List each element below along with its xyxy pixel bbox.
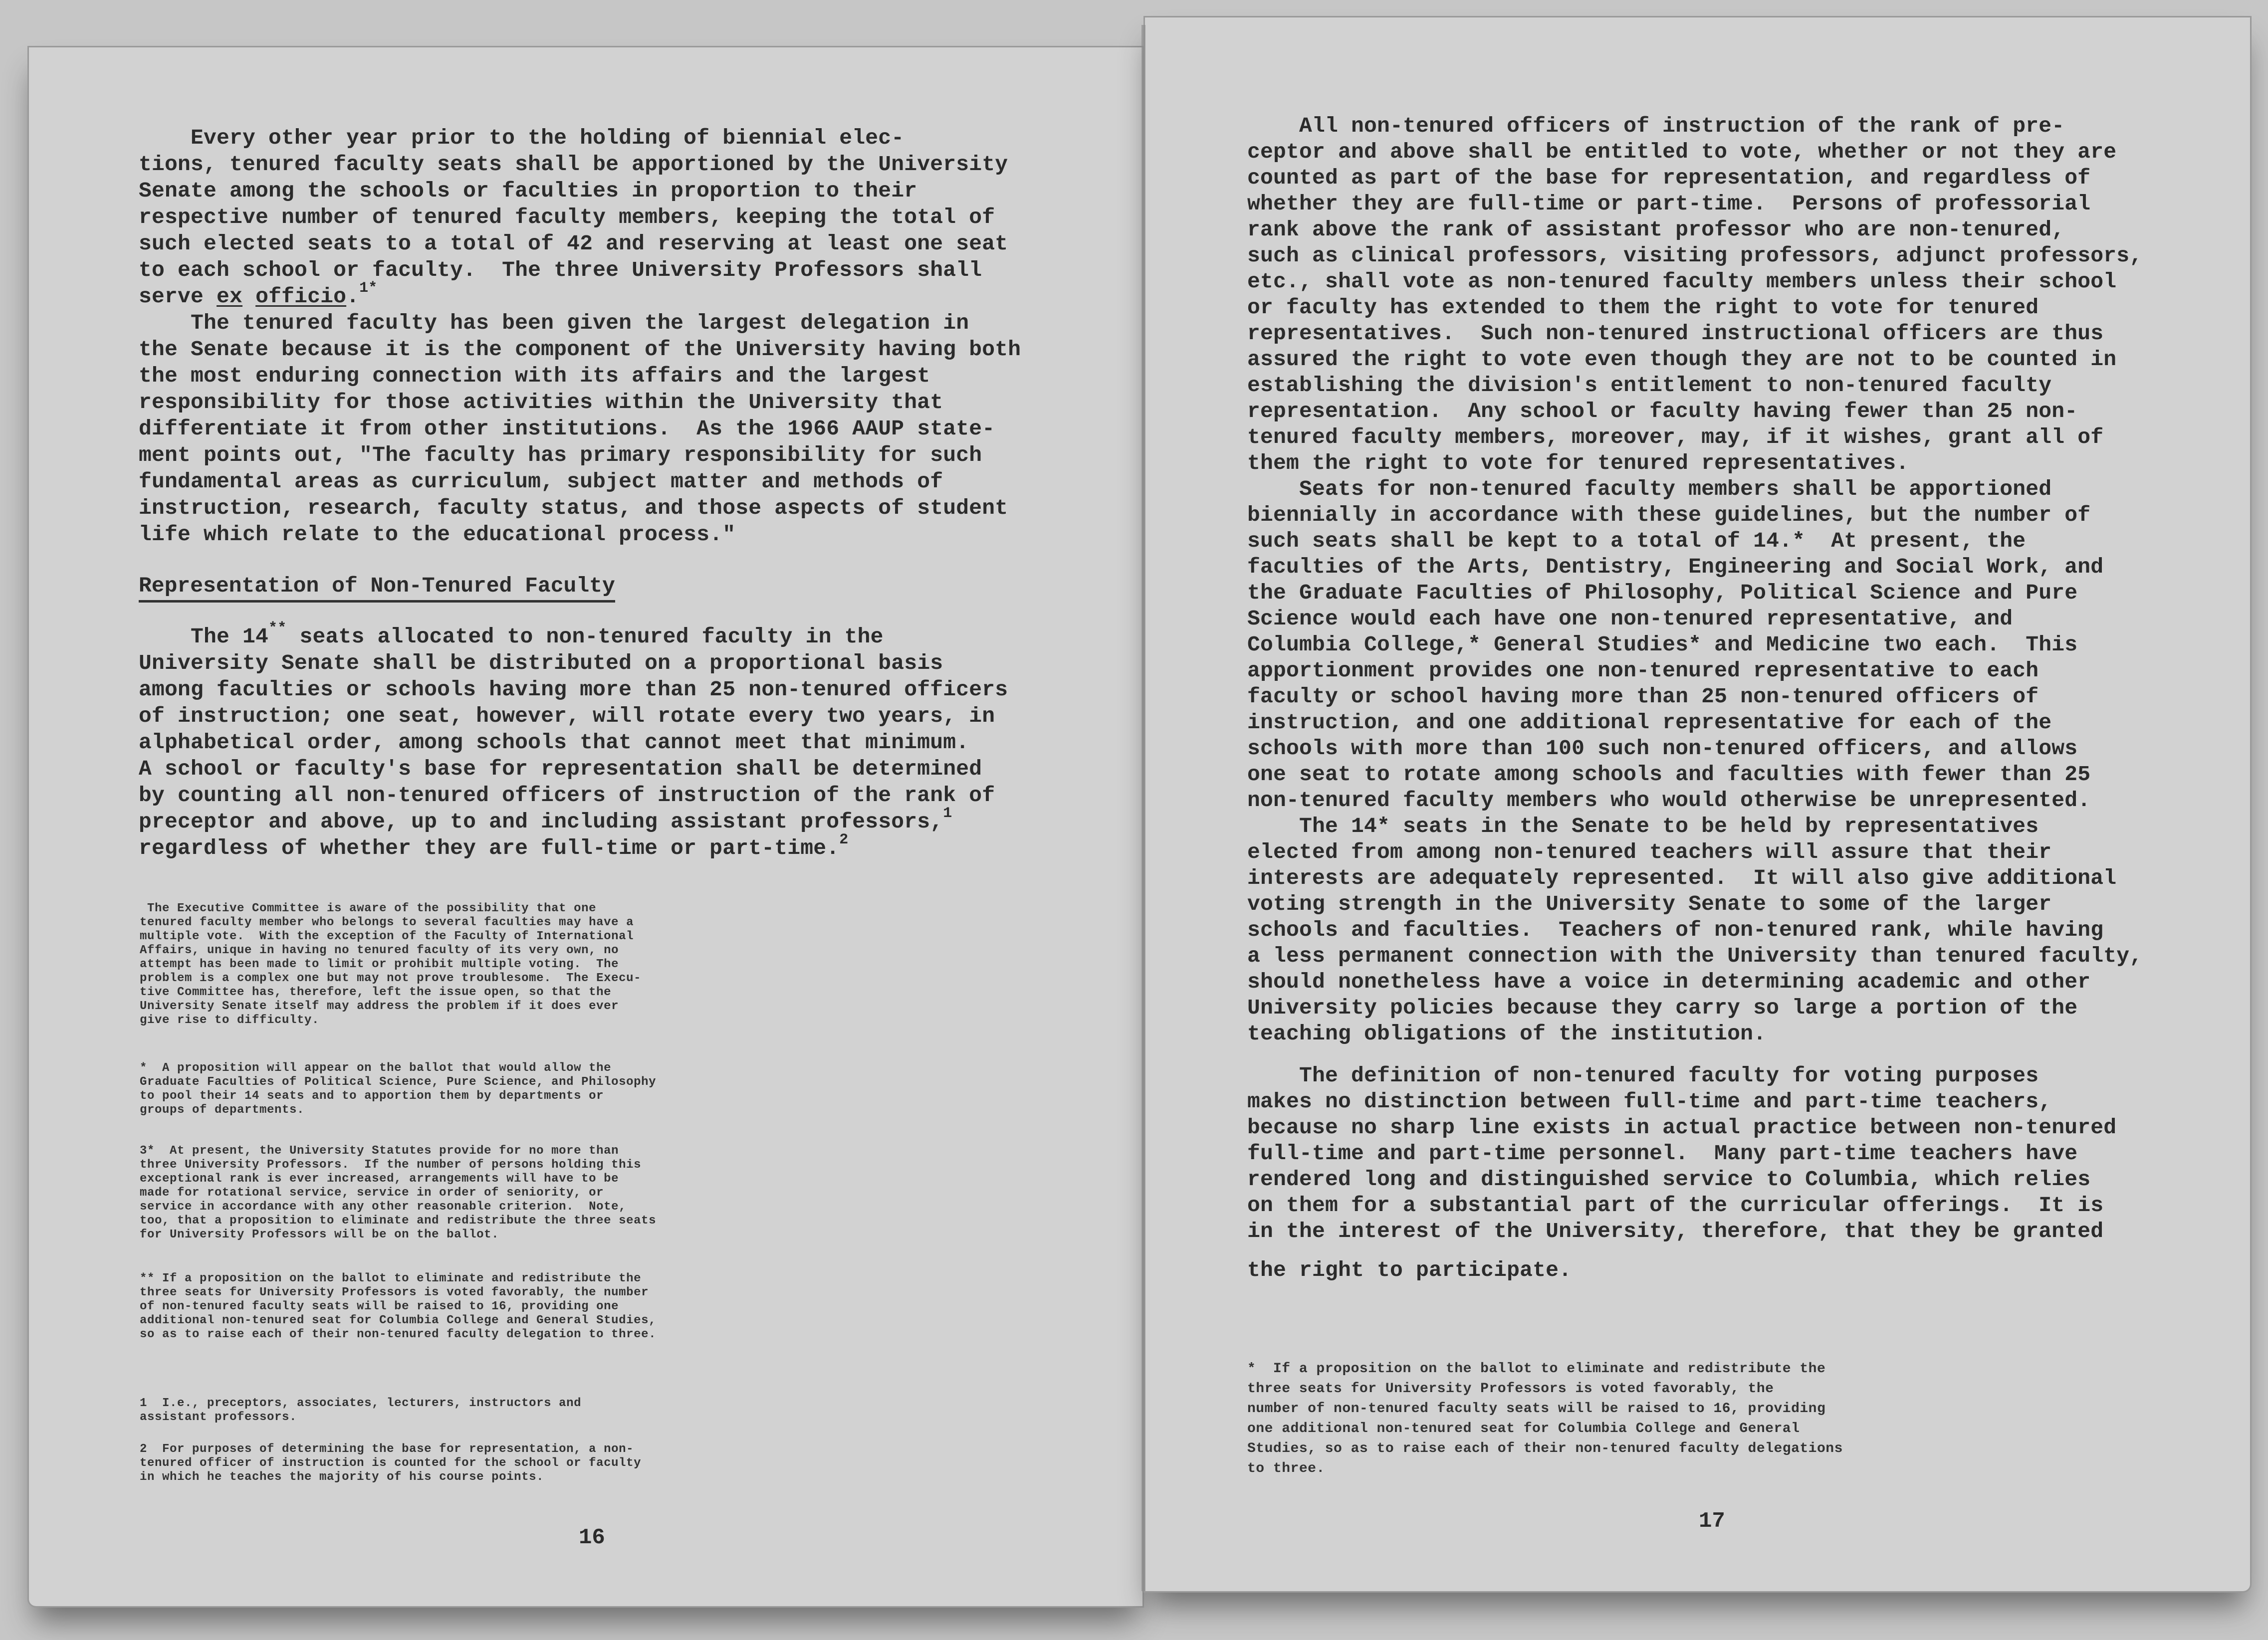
text-line: The definition of non-tenured faculty for voting purposes (1247, 1063, 2039, 1088)
text-line: the Senate because it is the component of the University having both (139, 337, 1021, 362)
text-line: University policies because they carry so large a portion of the (1247, 996, 2078, 1020)
text-line: makes no distinction between full-time and part-time teachers, (1247, 1089, 2052, 1114)
text-line: the Graduate Faculties of Philosophy, Political Science and Pure (1247, 581, 2078, 605)
text-line: Every other year prior to the holding of biennial elec- (139, 126, 905, 150)
footnote-line: multiple vote. With the exception of the Faculty of International (140, 930, 634, 943)
footnote-line: service in accordance with any other reasonable criterion. Note, (140, 1200, 627, 1214)
book-gutter (1141, 25, 1145, 1591)
text-line: elected from among non-tenured teachers will assure that their (1247, 840, 2052, 864)
text-line: them the right to vote for tenured representatives. (1247, 451, 1909, 475)
footnote-line: Studies, so as to raise each of their non-tenured faculty delegations (1247, 1441, 1843, 1456)
footnote-line: problem is a complex one but may not prove troublesome. The Execu- (140, 972, 642, 985)
footnote-line: Affairs, unique in having no tenured faculty of its very own, no (140, 944, 619, 957)
text-line (139, 831, 849, 861)
text-line: respective number of tenured faculty members, keeping the total of (139, 205, 995, 229)
text-line: counted as part of the base for representation, and regardless of (1247, 166, 2091, 190)
text-line: a less permanent connection with the University than tenured faculty, (1247, 944, 2143, 968)
page-number: 16 (579, 1525, 605, 1550)
text-line: rank above the rank of assistant professor who are non-tenured, (1247, 217, 2065, 242)
text-line: one seat to rotate among schools and faculties with fewer than 25 (1247, 762, 2091, 787)
text-line: non-tenured faculty members who would otherwise be unrepresented. (1247, 788, 2091, 813)
footnote-ref: 1* (359, 279, 378, 297)
footnote-line: * A proposition will appear on the ballot that would allow the (140, 1061, 612, 1075)
footnote-line: tenured officer of instruction is counted for the school or faculty (140, 1456, 642, 1470)
footnote-line: * If a proposition on the ballot to eliminate and redistribute the (1247, 1361, 1826, 1377)
footnote-line: three University Professors. If the number of persons holding this (140, 1158, 642, 1172)
text-fragment: serve (139, 284, 217, 309)
footnote-line: 1 I.e., preceptors, associates, lecturers, instructors and (140, 1397, 582, 1410)
text-line: etc., shall vote as non-tenured faculty members unless their school (1247, 269, 2117, 294)
text-line: University Senate shall be distributed on a proportional basis (139, 651, 943, 675)
text-line: ceptor and above shall be entitled to vote, whether or not they are (1247, 140, 2117, 164)
footnote-ref: 1 (943, 805, 952, 822)
text-fragment: seats allocated to non-tenured faculty in the (286, 624, 884, 649)
text-line: the right to participate. (1247, 1258, 1572, 1282)
footnote-line: three seats for University Professors is voted favorably, the number (140, 1286, 649, 1299)
text-line: biennially in accordance with these guidelines, but the number of (1247, 503, 2091, 527)
text-line: The 14* seats in the Senate to be held by representatives (1247, 814, 2039, 838)
text-line: among faculties or schools having more than 25 non-tenured officers (139, 677, 1008, 702)
text-line: Columbia College,* General Studies* and Medicine two each. This (1247, 632, 2078, 657)
text-line: such elected seats to a total of 42 and reserving at least one seat (139, 231, 1008, 256)
footnote-line: too, that a proposition to eliminate and redistribute the three seats (140, 1214, 657, 1228)
text-line: fundamental areas as curriculum, subject matter and methods of (139, 469, 943, 494)
page-number: 17 (1699, 1509, 1725, 1534)
text-line: because no sharp line exists in actual practice between non-tenured (1247, 1115, 2117, 1140)
text-line: or faculty has extended to them the right to vote for tenured (1247, 295, 2039, 320)
text-line (139, 619, 884, 650)
text-line: Seats for non-tenured faculty members shall be apportioned (1247, 477, 2052, 501)
text-line: schools with more than 100 such non-tenured officers, and allows (1247, 736, 2078, 761)
text-line: differentiate it from other institutions. As the 1966 AAUP state- (139, 416, 995, 441)
footnote-line: exceptional rank is ever increased, arrangements will have to be (140, 1172, 619, 1186)
text-line: on them for a substantial part of the curricular offerings. It is (1247, 1193, 2104, 1218)
text-line: Science would each have one non-tenured representative, and (1247, 607, 2013, 631)
text-line: in the interest of the University, therefore, that they be granted (1247, 1219, 2104, 1243)
text-line: rendered long and distinguished service to Columbia, which relies (1247, 1167, 2091, 1192)
text-fragment: preceptor and above, up to and including assistant professors, (139, 810, 943, 834)
text-line: responsibility for those activities within the University that (139, 390, 943, 414)
text-line (139, 805, 952, 835)
text-line: tenured faculty members, moreover, may, if it wishes, grant all of (1247, 425, 2104, 449)
text-line: instruction, research, faculty status, and those aspects of student (139, 496, 1008, 520)
text-line: representatives. Such non-tenured instructional officers are thus (1247, 321, 2104, 346)
footnote-line: so as to raise each of their non-tenured faculty delegation to three. (140, 1328, 657, 1341)
text-line: such seats shall be kept to a total of 14.* At present, the (1247, 529, 2026, 553)
text-line: ment points out, "The faculty has primary responsibility for such (139, 443, 982, 467)
text-line: apportionment provides one non-tenured representative to each (1247, 658, 2039, 683)
footnote-line: in which he teaches the majority of his course points. (140, 1470, 544, 1484)
text-line: of instruction; one seat, however, will rotate every two years, in (139, 704, 995, 728)
text-line: teaching obligations of the institution. (1247, 1022, 1767, 1046)
text-line: All non-tenured officers of instruction of the rank of pre- (1247, 114, 2065, 138)
text-line: life which relate to the educational process." (139, 522, 736, 547)
text-line: establishing the division's entitlement to non-tenured faculty (1247, 373, 2052, 398)
footnote-ref: ** (268, 619, 287, 637)
text-line: A school or faculty's base for representation shall be determined (139, 757, 982, 781)
footnote-line: ** If a proposition on the ballot to eliminate and redistribute the (140, 1272, 642, 1285)
footnote-line: additional non-tenured seat for Columbia College and General Studies, (140, 1314, 657, 1327)
text-line: faculty or school having more than 25 non-tenured officers of (1247, 684, 2039, 709)
latin-phrase-officio: officio (255, 284, 347, 309)
text-line: faculties of the Arts, Dentistry, Engineering and Social Work, and (1247, 555, 2104, 579)
text-line: to each school or faculty. The three University Professors shall (139, 258, 982, 282)
footnote-line: for University Professors will be on the ballot. (140, 1228, 499, 1241)
footnote-line: give rise to difficulty. (140, 1014, 320, 1027)
footnote-line: one additional non-tenured seat for Columbia College and General (1247, 1421, 1800, 1436)
text-line: tions, tenured faculty seats shall be apportioned by the University (139, 152, 1008, 177)
text-line: voting strength in the University Senate to some of the larger (1247, 892, 2052, 916)
footnote-line: 3* At present, the University Statutes provide for no more than (140, 1144, 619, 1158)
footnote-line: three seats for University Professors is voted favorably, the (1247, 1381, 1774, 1397)
text-fragment: regardless of whether they are full-time or part-time. (139, 836, 840, 860)
footnote-line: University Senate itself may address the problem if it does ever (140, 1000, 619, 1013)
footnote-line: The Executive Committee is aware of the possibility that one (140, 902, 597, 915)
footnote-line: attempt has been made to limit or prohibit multiple voting. The (140, 958, 619, 971)
footnote-line: 2 For purposes of determining the base for representation, a non- (140, 1442, 634, 1456)
footnote-ref: 2 (839, 831, 849, 848)
footnote-line: number of non-tenured faculty seats will be raised to 16, providing (1247, 1401, 1826, 1417)
text-line: the most enduring connection with its affairs and the largest (139, 364, 930, 388)
text-line: such as clinical professors, visiting professors, adjunct professors, (1247, 243, 2143, 268)
footnote-line: tive Committee has, therefore, left the issue open, so that the (140, 986, 612, 999)
footnote-line: to three. (1247, 1461, 1325, 1476)
latin-phrase-ex: ex (217, 284, 243, 309)
text-fragment: . (346, 284, 360, 309)
text-line: interests are adequately represented. It will also give additional (1247, 866, 2117, 890)
text-line: full-time and part-time personnel. Many part-time teachers have (1247, 1141, 2078, 1166)
text-line: assured the right to vote even though they are not to be counted in (1247, 347, 2117, 372)
section-heading: Representation of Non-Tenured Faculty (139, 573, 615, 603)
text-line: by counting all non-tenured officers of instruction of the rank of (139, 783, 995, 808)
text-fragment: The 14 (139, 624, 269, 649)
footnote-line: tenured faculty member who belongs to several faculties may have a (140, 916, 634, 929)
footnote-line: assistant professors. (140, 1411, 297, 1424)
text-line: schools and faculties. Teachers of non-tenured rank, while having (1247, 918, 2104, 942)
footnote-line: groups of departments. (140, 1103, 305, 1117)
footnote-line: to pool their 14 seats and to apportion them by departments or (140, 1089, 604, 1103)
text-line: instruction, and one additional representative for each of the (1247, 710, 2052, 735)
text-line: whether they are full-time or part-time. Persons of professorial (1247, 192, 2091, 216)
text-line: representation. Any school or faculty having fewer than 25 non- (1247, 399, 2078, 423)
text-line (139, 279, 378, 310)
text-line: Senate among the schools or faculties in proportion to their (139, 179, 917, 203)
text-line: The tenured faculty has been given the largest delegation in (139, 311, 969, 335)
footnote-line: made for rotational service, service in order of seniority, or (140, 1186, 604, 1200)
footnote-line: of non-tenured faculty seats will be raised to 16, providing one (140, 1300, 619, 1313)
text-line: should nonetheless have a voice in determining academic and other (1247, 970, 2091, 994)
footnote-line: Graduate Faculties of Political Science, Pure Science, and Philosophy (140, 1075, 657, 1089)
text-line: alphabetical order, among schools that cannot meet that minimum. (139, 730, 969, 755)
